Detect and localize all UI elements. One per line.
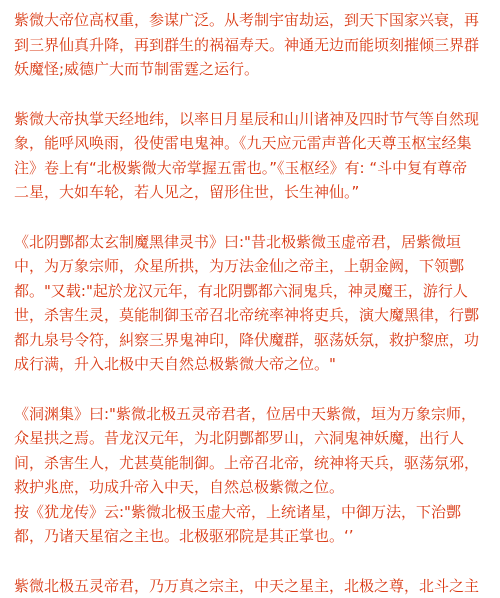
paragraph-nature: 紫微大帝执掌天经地纬，以率日月星辰和山川诸神及四时节气等自然现 象，能呼风唤雨，役使雷电鬼神。《九天应元雷声普化天尊玉枢宝经集 注》卷上有“北极紫微大帝掌握五雷也。”《玉枢经》有: “斗中复有尊帝 二星，大如车轮，若人见之，留形住世，长生神仙。” xyxy=(14,107,486,205)
paragraph-partial: 紫微北极五灵帝君，乃万真之宗主，中天之星主，北极之尊，北斗之主 xyxy=(14,574,486,598)
paragraph-black-law-book: 《北阴酆都太玄制魔黑律灵书》曰:"昔北极紫微玉虚帝君，居紫微垣 中，为万象宗师，众星所拱，为万法金仙之帝主，上朝金阙，下领酆 都。"又载:"起於龙汉元年，有北阴酆都六洞鬼兵，神灵魔王，游行人 世，杀害生灵，莫能制御玉帝召北帝统率神将吏兵，演大魔黑律，行酆 都九泉号令符，糾察三界鬼神印，降伏魔群，驱荡妖氛，救护黎庶，功 成行满，升入北极中天自然总极紫微大帝之位。" xyxy=(14,230,486,377)
paragraph-dongyuan-collection: 《洞渊集》曰:"紫微北极五灵帝君者，位居中天紫微，垣为万象宗师， 众星拱之焉。昔龙汉元年，为北阴酆都罗山，六洞鬼神妖魔，出行人 间，杀害生人，尤甚莫能制御。上帝召北帝，统神将天兵，驱荡氛邪， 救护兆庶，功成升帝入中天，自然总极紫微之位。 按《犹龙传》云:"紫微北极玉虚大帝，上统诸星，中御万法，下治酆 都，乃诸天星宿之主也。北极驱邪院是其正掌也。‘’ xyxy=(14,402,486,549)
paragraph-power: 紫微大帝位高权重，参谋广泛。从考制宇宙劫运，到天下国家兴衰，再 到三界仙真升降，再到群生的祸福寿天。神通无边而能顷刻摧倾三界群 妖魔怪;威德广大而节制雷霆之运行。 xyxy=(14,8,486,82)
